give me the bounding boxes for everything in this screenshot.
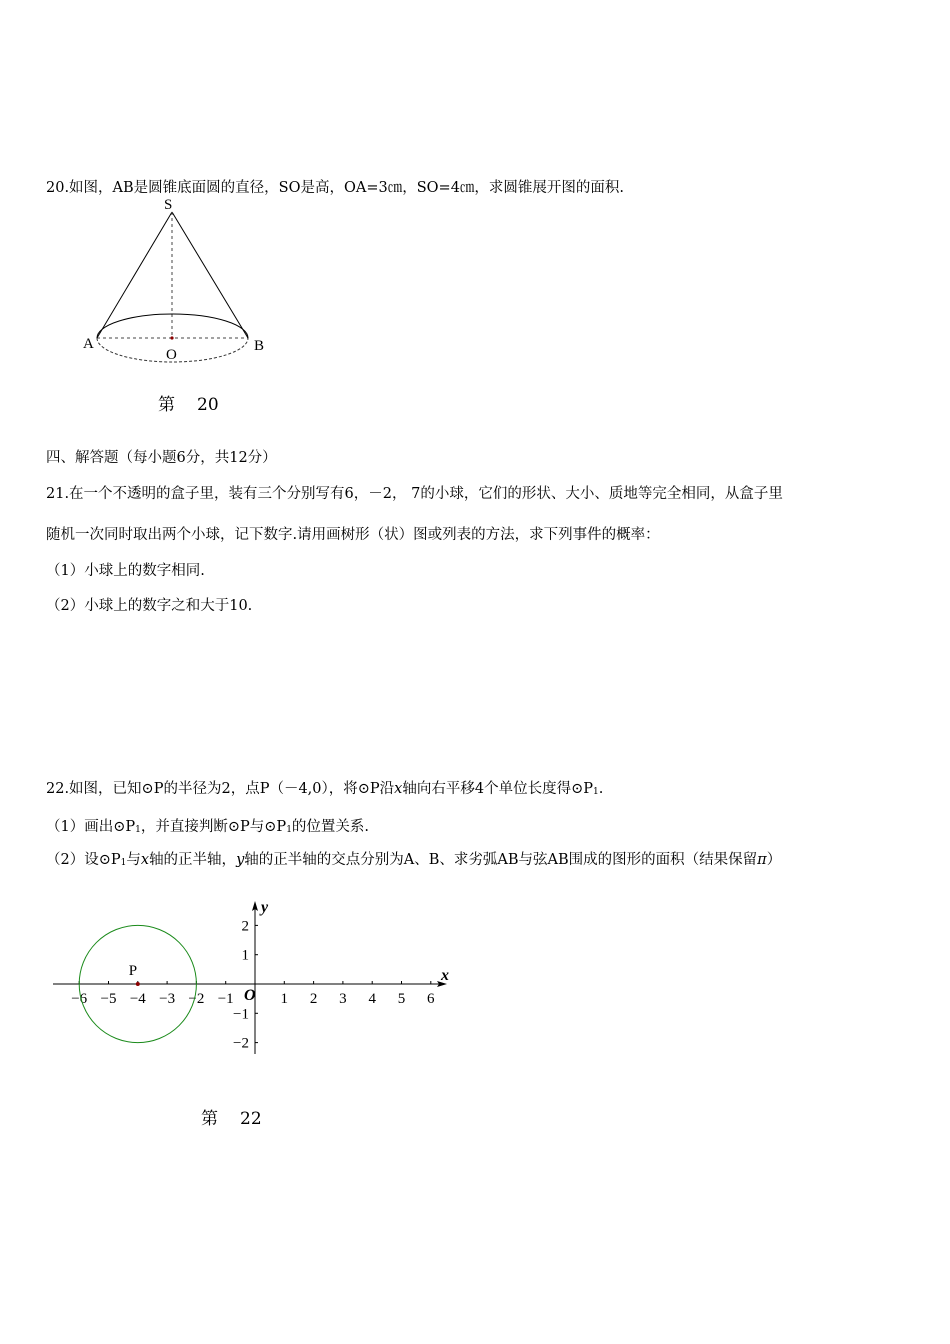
figure-20-caption [158,390,219,415]
q21-part-2: （2）小球上的数字之和大于10. [46,598,253,614]
q20-text: 20.如图，AB是圆锥底面圆的直径，SO是高，OA=3㎝，SO=4㎝，求圆锥展开图的面积. [46,180,625,196]
y-tick-label: −1 [233,1006,249,1023]
x-tick-label: −2 [188,991,205,1007]
caption-number: 20 [197,395,219,415]
x-tick-label: 2 [309,991,318,1007]
cone-center-point [170,336,173,339]
cone-figure [80,195,300,365]
origin-label: O [244,987,256,1004]
x-tick-label: −6 [71,991,88,1007]
point-p [136,982,140,986]
caption-prefix: 第 [158,395,175,415]
coordinate-graph [45,890,465,1070]
x-axis-label: x [441,967,449,984]
q21-line-1: 21.在一个不透明的盒子里，装有三个分别写有6，－2， 7的小球，它们的形状、大小、质地等完全相同，从盒子里 [46,486,783,502]
x-tick-label: 6 [427,991,435,1007]
point-p-label: P [128,963,138,979]
q21-part-1: （1）小球上的数字相同. [46,563,205,579]
q22-line-1: 22.如图，已知⊙P的半径为2，点P（－4,0），将⊙P沿x轴向右平移4个单位长度得$⊙P_1$. [46,781,604,797]
label-a: A [83,336,94,352]
x-tick-label: 1 [280,991,289,1007]
caption-prefix: 第 [201,1109,218,1129]
cone-left-edge [97,212,172,338]
x-tick-label: −5 [100,991,117,1007]
figure-22-caption [201,1104,262,1129]
cone-right-edge [172,212,248,338]
y-tick-label: −2 [233,1035,249,1052]
x-tick-label: −4 [129,991,146,1007]
x-tick-label: −1 [217,991,234,1007]
caption-number: 22 [240,1109,262,1129]
label-b: B [254,338,265,354]
label-s: S [164,197,173,213]
y-tick-label: 1 [241,947,249,964]
x-tick-label: 4 [368,991,376,1007]
x-tick-label: −3 [159,991,176,1007]
y-axis-label: y [261,899,269,916]
y-tick-label: 2 [241,918,249,935]
section-heading: 四、解答题（每小题6分，共12分） [46,450,277,466]
q22-part-1: （1）画出$⊙P_1$，并直接判断⊙P与$⊙P_1$的位置关系. [46,819,370,835]
x-tick-label: 3 [339,991,347,1007]
x-tick-label: 5 [397,991,406,1007]
q21-line-2: 随机一次同时取出两个小球，记下数字.请用画树形（状）图或列表的方法，求下列事件的概率： [46,527,660,543]
label-o: O [166,347,177,363]
q22-part-2: （2）设$⊙P_1$与x轴的正半轴，y轴的正半轴的交点分别为A、B、求劣弧AB与弦AB围成的图形的面积（结果保留π） [46,852,782,868]
